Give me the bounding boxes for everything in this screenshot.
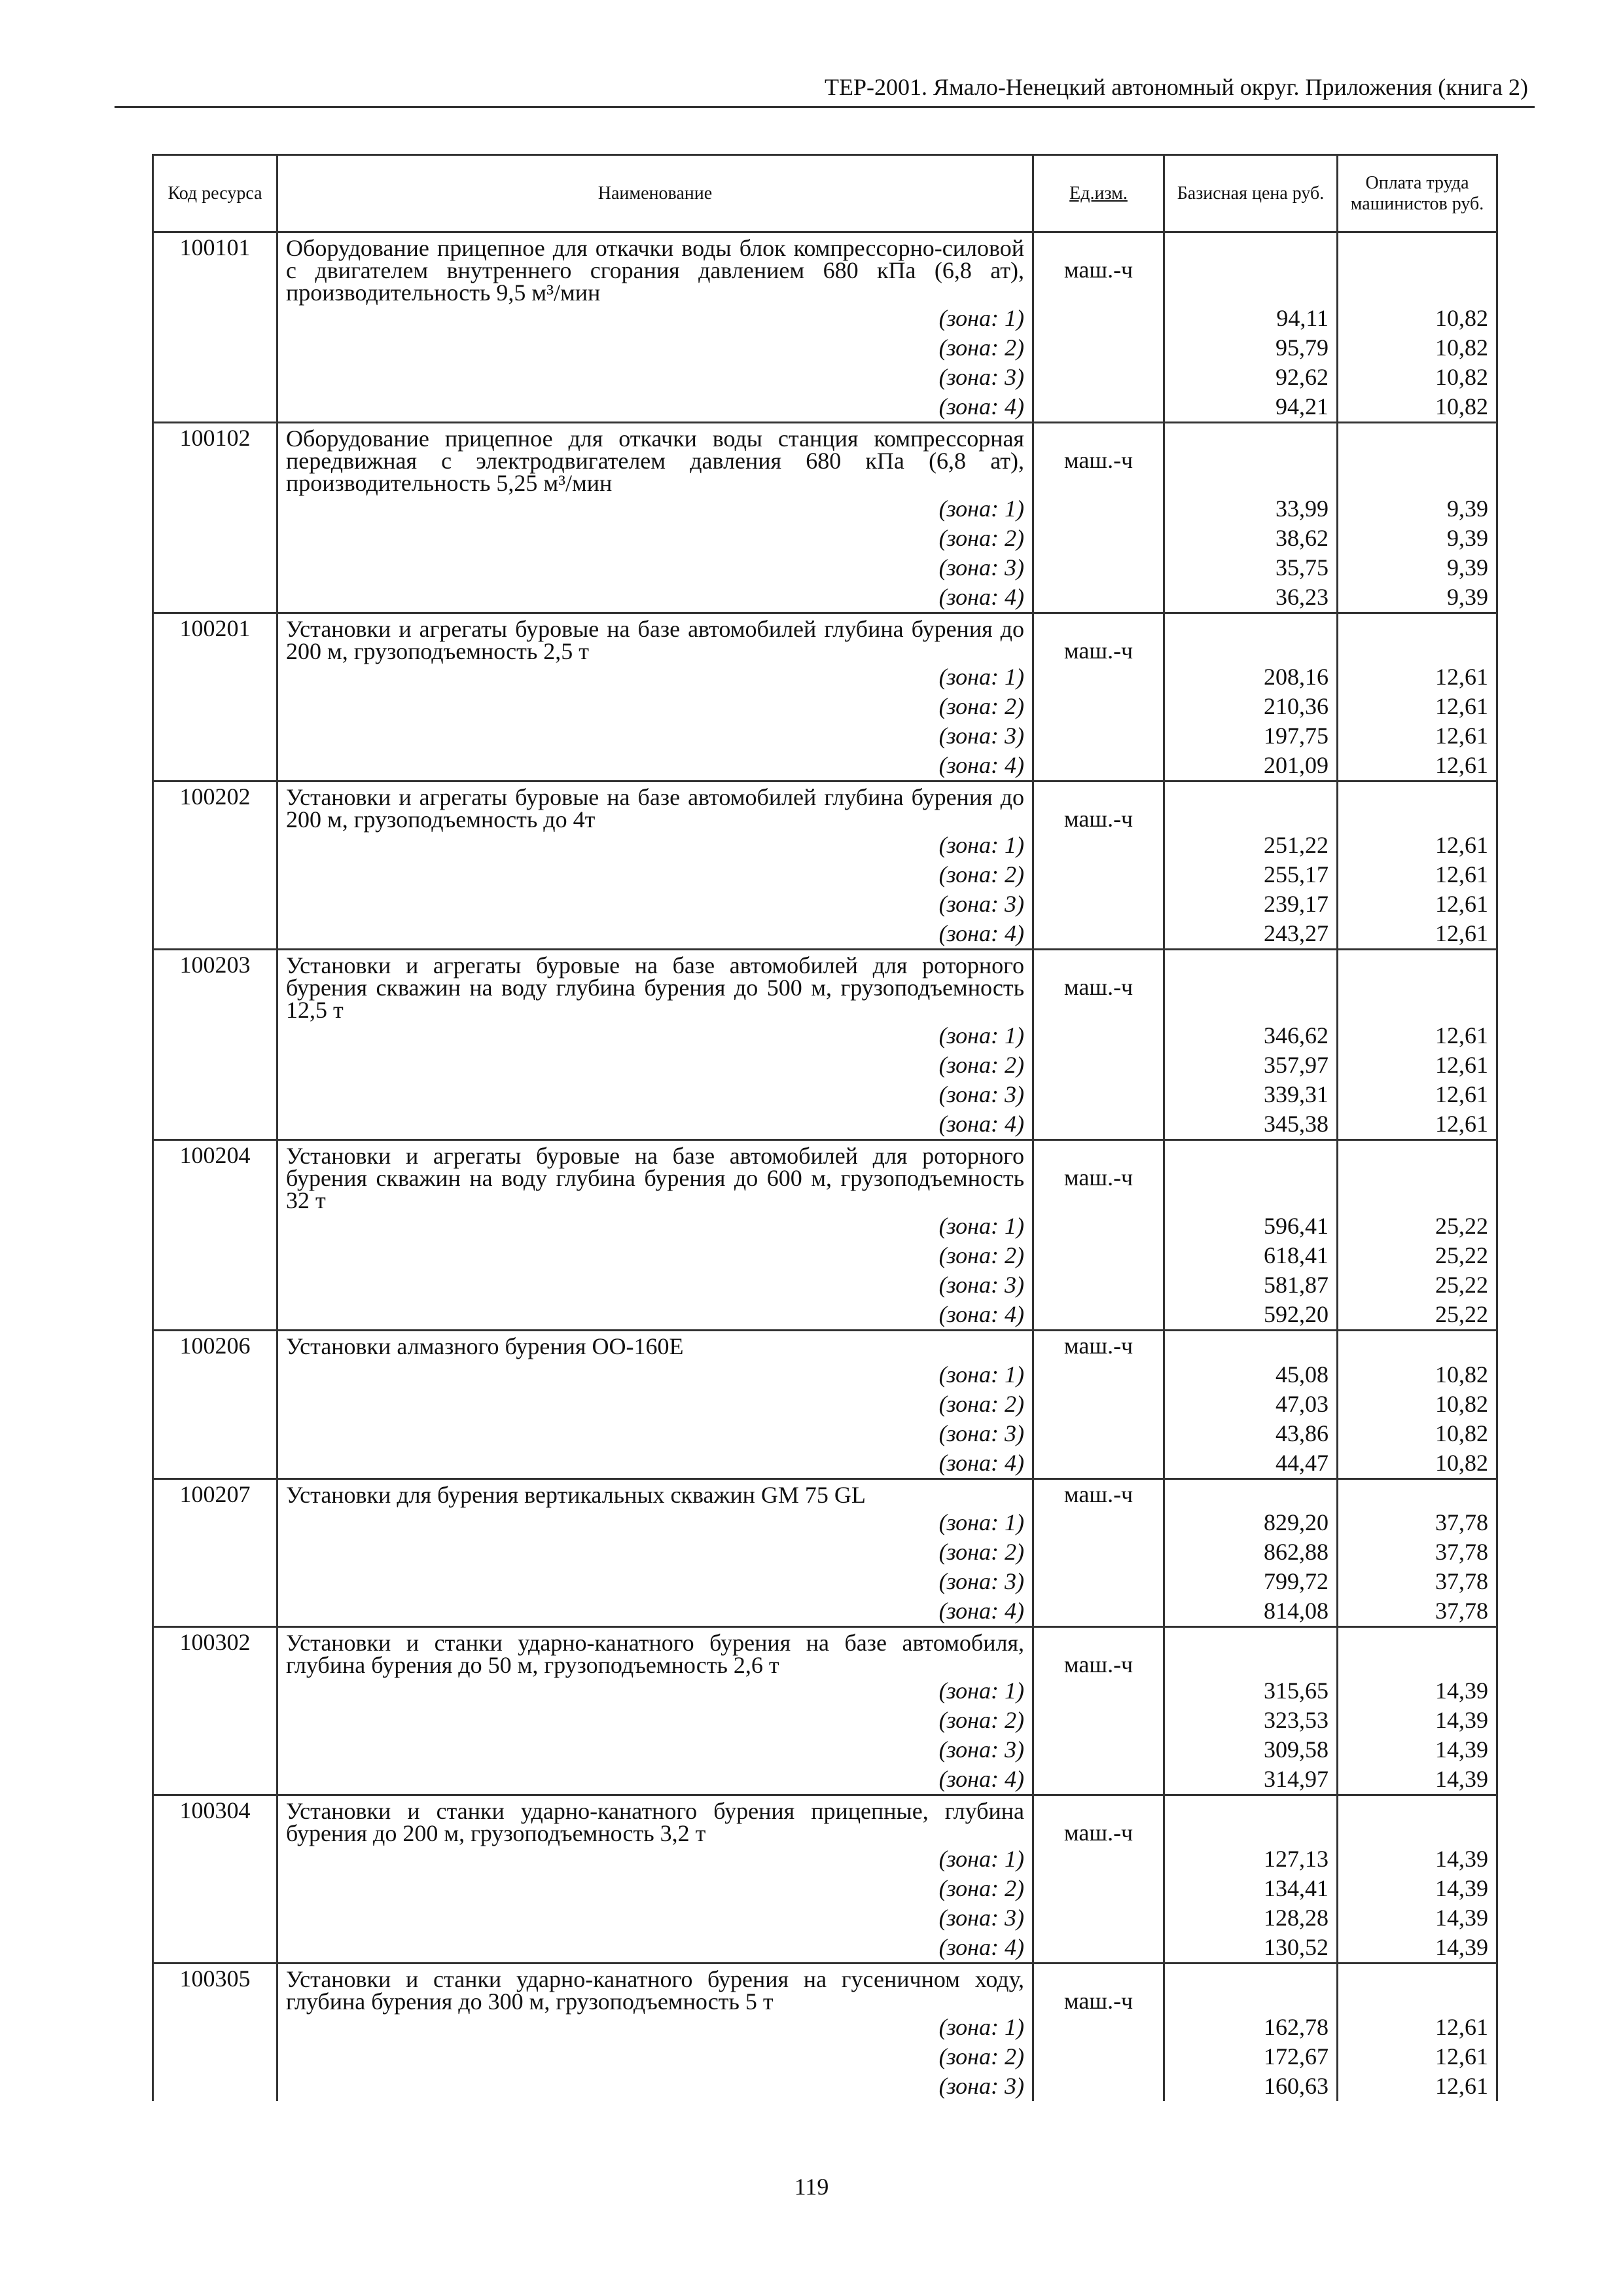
zone-unit-empty [1033,333,1164,363]
zone-unit-empty [1033,662,1164,692]
zone-label: (зона: 1) [277,831,1033,860]
zone-price: 618,41 [1164,1241,1338,1270]
zone-row [153,831,1497,860]
resource-code: 100101 [153,232,277,423]
zone-label: (зона: 2) [277,333,1033,363]
zone-label: (зона: 4) [277,919,1033,950]
zone-price: 127,13 [1164,1844,1338,1874]
resource-unit: маш.-ч [1033,1479,1164,1508]
zone-unit-empty [1033,1567,1164,1596]
zone-labor: 37,78 [1338,1537,1497,1567]
zone-labor: 14,39 [1338,1735,1497,1765]
zone-price: 43,86 [1164,1419,1338,1448]
resource-code: 100304 [153,1795,277,1964]
zone-row [153,1903,1497,1933]
zone-row [153,751,1497,781]
zone-labor: 12,61 [1338,692,1497,721]
zone-price: 134,41 [1164,1874,1338,1903]
zone-row [153,1567,1497,1596]
zone-price: 33,99 [1164,494,1338,524]
zone-row [153,1109,1497,1140]
zone-row [153,333,1497,363]
zone-row [153,1390,1497,1419]
zone-label: (зона: 3) [277,1080,1033,1109]
zone-labor: 12,61 [1338,2042,1497,2072]
resource-name: Оборудование прицепное для откачки воды станция компрессорная передвижная с электродвигателем давления 680 кПа (6,8 ат), производительность 5,25 м³/мин [277,423,1033,495]
labor-cell [1338,613,1497,663]
zone-labor: 14,39 [1338,1765,1497,1795]
resource-name: Установки и агрегаты буровые на базе автомобилей глубина бурения до 200 м, грузоподъемность до 4т [277,781,1033,831]
zone-labor: 25,22 [1338,1300,1497,1331]
zone-unit-empty [1033,1080,1164,1109]
zone-label: (зона: 2) [277,2042,1033,2072]
labor-cell [1338,1331,1497,1360]
price-cell [1164,613,1338,663]
resource-row [153,423,1497,495]
zone-labor: 9,39 [1338,524,1497,553]
zone-unit-empty [1033,1021,1164,1050]
resource-name: Установки и агрегаты буровые на базе автомобилей для роторного бурения скважин на воду глубина бурения до 600 м, грузоподъемность 32 т [277,1140,1033,1212]
zone-unit-empty [1033,524,1164,553]
zone-row [153,692,1497,721]
zone-unit-empty [1033,1508,1164,1537]
zone-unit-empty [1033,1537,1164,1567]
resource-name: Установки алмазного бурения ОО-160Е [277,1331,1033,1360]
resource-row [153,781,1497,831]
zone-label: (зона: 3) [277,1903,1033,1933]
zone-row [153,1508,1497,1537]
col-header-name: Наименование [277,155,1033,232]
zone-row [153,1735,1497,1765]
resource-unit: маш.-ч [1033,1140,1164,1212]
zone-unit-empty [1033,1735,1164,1765]
zone-row [153,1874,1497,1903]
zone-row [153,1676,1497,1706]
zone-row [153,1300,1497,1331]
zone-unit-empty [1033,1270,1164,1300]
labor-cell [1338,232,1497,304]
zone-price: 35,75 [1164,553,1338,583]
zone-row [153,1933,1497,1964]
zone-unit-empty [1033,392,1164,423]
zone-unit-empty [1033,692,1164,721]
zone-price: 44,47 [1164,1448,1338,1479]
zone-labor: 12,61 [1338,662,1497,692]
resource-unit: маш.-ч [1033,232,1164,304]
zone-labor: 37,78 [1338,1508,1497,1537]
resource-name: Установки и станки ударно-канатного бурения на гусеничном ходу, глубина бурения до 300 м, грузоподъемность 5 т [277,1964,1033,2013]
zone-unit-empty [1033,1050,1164,1080]
zone-price: 581,87 [1164,1270,1338,1300]
zone-labor: 12,61 [1338,751,1497,781]
zone-unit-empty [1033,721,1164,751]
zone-unit-empty [1033,363,1164,392]
zone-labor: 12,61 [1338,2013,1497,2042]
zone-price: 357,97 [1164,1050,1338,1080]
zone-row [153,919,1497,950]
zone-unit-empty [1033,919,1164,950]
zone-price: 92,62 [1164,363,1338,392]
zone-labor: 12,61 [1338,1021,1497,1050]
zone-labor: 12,61 [1338,889,1497,919]
resource-code: 100305 [153,1964,277,2102]
zone-labor: 25,22 [1338,1211,1497,1241]
resource-unit: маш.-ч [1033,1627,1164,1677]
zone-price: 210,36 [1164,692,1338,721]
zone-unit-empty [1033,860,1164,889]
resource-unit: маш.-ч [1033,950,1164,1022]
zone-price: 208,16 [1164,662,1338,692]
zone-labor: 10,82 [1338,1448,1497,1479]
zone-unit-empty [1033,831,1164,860]
zone-price: 201,09 [1164,751,1338,781]
zone-unit-empty [1033,2013,1164,2042]
resource-name: Оборудование прицепное для откачки воды блок компрессорно-силовой с двигателем внутреннего сгорания давлением 680 кПа (6,8 ат), производительность 9,5 м³/мин [277,232,1033,304]
zone-label: (зона: 3) [277,363,1033,392]
zone-labor: 25,22 [1338,1270,1497,1300]
price-cell [1164,232,1338,304]
zone-labor: 14,39 [1338,1874,1497,1903]
resource-code: 100203 [153,950,277,1140]
zone-unit-empty [1033,1211,1164,1241]
zone-price: 45,08 [1164,1360,1338,1390]
zone-price: 339,31 [1164,1080,1338,1109]
resource-code: 100201 [153,613,277,781]
zone-row [153,363,1497,392]
zone-labor: 14,39 [1338,1706,1497,1735]
zone-row [153,1021,1497,1050]
zone-row [153,1537,1497,1567]
zone-price: 346,62 [1164,1021,1338,1050]
zone-row [153,583,1497,613]
zone-label: (зона: 2) [277,692,1033,721]
zone-label: (зона: 4) [277,751,1033,781]
zone-unit-empty [1033,494,1164,524]
price-cell [1164,1140,1338,1212]
zone-labor: 10,82 [1338,392,1497,423]
zone-row [153,1360,1497,1390]
resource-code: 100207 [153,1479,277,1627]
resource-row [153,1964,1497,2013]
zone-labor: 14,39 [1338,1676,1497,1706]
resource-code: 100102 [153,423,277,613]
zone-labor: 14,39 [1338,1933,1497,1964]
zone-label: (зона: 1) [277,1360,1033,1390]
zone-row [153,889,1497,919]
zone-label: (зона: 4) [277,1300,1033,1331]
zone-label: (зона: 3) [277,2072,1033,2101]
resource-code: 100204 [153,1140,277,1331]
zone-row [153,1241,1497,1270]
resource-name: Установки и станки ударно-канатного бурения на базе автомобиля, глубина бурения до 50 м, грузоподъемность 2,6 т [277,1627,1033,1677]
price-cell [1164,1964,1338,2013]
zone-labor: 9,39 [1338,494,1497,524]
resource-name: Установки для бурения вертикальных скважин GM 75 GL [277,1479,1033,1508]
zone-label: (зона: 2) [277,1050,1033,1080]
zone-price: 862,88 [1164,1537,1338,1567]
resource-code: 100206 [153,1331,277,1479]
zone-label: (зона: 1) [277,1211,1033,1241]
zone-label: (зона: 1) [277,1021,1033,1050]
zone-row [153,392,1497,423]
resource-unit: маш.-ч [1033,1964,1164,2013]
zone-price: 128,28 [1164,1903,1338,1933]
resource-row [153,1479,1497,1508]
zone-unit-empty [1033,1874,1164,1903]
zone-row [153,1050,1497,1080]
zone-unit-empty [1033,1706,1164,1735]
resource-table [152,154,1498,2101]
zone-label: (зона: 4) [277,583,1033,613]
zone-row [153,2013,1497,2042]
resource-row [153,1627,1497,1677]
zone-label: (зона: 4) [277,1596,1033,1627]
resource-name: Установки и агрегаты буровые на базе автомобилей глубина бурения до 200 м, грузоподъемность 2,5 т [277,613,1033,663]
zone-row [153,553,1497,583]
zone-unit-empty [1033,1596,1164,1627]
zone-label: (зона: 2) [277,1706,1033,1735]
zone-unit-empty [1033,2072,1164,2101]
zone-label: (зона: 4) [277,1933,1033,1964]
zone-row [153,1211,1497,1241]
resource-row [153,1140,1497,1212]
zone-price: 323,53 [1164,1706,1338,1735]
zone-label: (зона: 3) [277,721,1033,751]
zone-row [153,860,1497,889]
zone-price: 829,20 [1164,1508,1338,1537]
zone-label: (зона: 2) [277,1241,1033,1270]
zone-label: (зона: 3) [277,1567,1033,1596]
zone-labor: 10,82 [1338,363,1497,392]
zone-labor: 10,82 [1338,1360,1497,1390]
zone-labor: 10,82 [1338,1390,1497,1419]
zone-price: 162,78 [1164,2013,1338,2042]
zone-price: 814,08 [1164,1596,1338,1627]
zone-label: (зона: 2) [277,1390,1033,1419]
zone-price: 160,63 [1164,2072,1338,2101]
resource-unit: маш.-ч [1033,1331,1164,1360]
zone-row [153,1270,1497,1300]
zone-unit-empty [1033,751,1164,781]
zone-price: 255,17 [1164,860,1338,889]
table-body [153,232,1497,2102]
document-title: ТЕР-2001. Ямало-Ненецкий автономный округ. Приложения (книга 2) [825,74,1528,100]
zone-price: 38,62 [1164,524,1338,553]
zone-price: 314,97 [1164,1765,1338,1795]
zone-unit-empty [1033,304,1164,333]
resource-unit: маш.-ч [1033,781,1164,831]
zone-label: (зона: 2) [277,860,1033,889]
zone-labor: 10,82 [1338,304,1497,333]
zone-labor: 14,39 [1338,1903,1497,1933]
resource-code: 100202 [153,781,277,950]
resource-row [153,613,1497,663]
zone-label: (зона: 1) [277,1676,1033,1706]
zone-label: (зона: 1) [277,494,1033,524]
zone-price: 47,03 [1164,1390,1338,1419]
zone-row [153,524,1497,553]
zone-label: (зона: 3) [277,553,1033,583]
zone-unit-empty [1033,1676,1164,1706]
zone-price: 172,67 [1164,2042,1338,2072]
zone-unit-empty [1033,889,1164,919]
zone-label: (зона: 4) [277,1765,1033,1795]
zone-unit-empty [1033,2042,1164,2072]
zone-row [153,494,1497,524]
zone-unit-empty [1033,1933,1164,1964]
resource-unit: маш.-ч [1033,1795,1164,1845]
zone-price: 94,11 [1164,304,1338,333]
zone-label: (зона: 1) [277,2013,1033,2042]
labor-cell [1338,1627,1497,1677]
zone-row [153,1706,1497,1735]
zone-row [153,1765,1497,1795]
zone-labor: 12,61 [1338,721,1497,751]
zone-unit-empty [1033,1109,1164,1140]
resource-row [153,1795,1497,1845]
resource-name: Установки и станки ударно-канатного бурения прицепные, глубина бурения до 200 м, грузоподъемность 3,2 т [277,1795,1033,1845]
zone-row [153,1448,1497,1479]
zone-price: 309,58 [1164,1735,1338,1765]
zone-unit-empty [1033,1241,1164,1270]
labor-cell [1338,781,1497,831]
zone-label: (зона: 1) [277,304,1033,333]
zone-label: (зона: 1) [277,1508,1033,1537]
zone-price: 799,72 [1164,1567,1338,1596]
zone-label: (зона: 2) [277,1874,1033,1903]
running-header [115,73,1535,108]
zone-unit-empty [1033,553,1164,583]
zone-price: 130,52 [1164,1933,1338,1964]
zone-label: (зона: 3) [277,1735,1033,1765]
zone-labor: 37,78 [1338,1567,1497,1596]
zone-unit-empty [1033,1360,1164,1390]
zone-label: (зона: 3) [277,1270,1033,1300]
zone-row [153,721,1497,751]
zone-row [153,1844,1497,1874]
zone-labor: 10,82 [1338,1419,1497,1448]
zone-price: 197,75 [1164,721,1338,751]
table-header-row [153,155,1497,232]
zone-labor: 12,61 [1338,2072,1497,2101]
zone-labor: 12,61 [1338,919,1497,950]
zone-row [153,1080,1497,1109]
price-cell [1164,423,1338,495]
zone-price: 36,23 [1164,583,1338,613]
resource-row [153,950,1497,1022]
labor-cell [1338,1479,1497,1508]
zone-labor: 10,82 [1338,333,1497,363]
zone-price: 315,65 [1164,1676,1338,1706]
zone-label: (зона: 1) [277,662,1033,692]
labor-cell [1338,1964,1497,2013]
zone-unit-empty [1033,1300,1164,1331]
zone-label: (зона: 4) [277,1109,1033,1140]
zone-row [153,2042,1497,2072]
price-cell [1164,1331,1338,1360]
zone-row [153,2072,1497,2101]
zone-row [153,1419,1497,1448]
resource-code: 100302 [153,1627,277,1795]
price-cell [1164,950,1338,1022]
zone-unit-empty [1033,1448,1164,1479]
zone-label: (зона: 4) [277,392,1033,423]
zone-unit-empty [1033,1844,1164,1874]
zone-labor: 12,61 [1338,1050,1497,1080]
zone-label: (зона: 4) [277,1448,1033,1479]
labor-cell [1338,423,1497,495]
price-cell [1164,781,1338,831]
col-header-price: Базисная цена руб. [1164,155,1338,232]
zone-row [153,1596,1497,1627]
labor-cell [1338,950,1497,1022]
zone-row [153,304,1497,333]
zone-labor: 12,61 [1338,831,1497,860]
zone-label: (зона: 2) [277,524,1033,553]
zone-unit-empty [1033,1419,1164,1448]
zone-label: (зона: 3) [277,889,1033,919]
resource-row [153,232,1497,304]
labor-cell [1338,1795,1497,1845]
zone-labor: 25,22 [1338,1241,1497,1270]
zone-labor: 14,39 [1338,1844,1497,1874]
zone-labor: 12,61 [1338,860,1497,889]
col-header-labor: Оплата труда машинистов руб. [1338,155,1497,232]
zone-labor: 9,39 [1338,583,1497,613]
price-cell [1164,1479,1338,1508]
zone-price: 596,41 [1164,1211,1338,1241]
zone-labor: 12,61 [1338,1080,1497,1109]
zone-labor: 9,39 [1338,553,1497,583]
zone-price: 251,22 [1164,831,1338,860]
resource-name: Установки и агрегаты буровые на базе автомобилей для роторного бурения скважин на воду глубина бурения до 500 м, грузоподъемность 12,5 т [277,950,1033,1022]
resource-row [153,1331,1497,1360]
col-header-code: Код ресурса [153,155,277,232]
labor-cell [1338,1140,1497,1212]
zone-price: 592,20 [1164,1300,1338,1331]
zone-price: 239,17 [1164,889,1338,919]
zone-unit-empty [1033,583,1164,613]
price-cell [1164,1795,1338,1845]
zone-price: 94,21 [1164,392,1338,423]
zone-price: 243,27 [1164,919,1338,950]
zone-unit-empty [1033,1390,1164,1419]
zone-row [153,662,1497,692]
zone-labor: 12,61 [1338,1109,1497,1140]
zone-unit-empty [1033,1765,1164,1795]
zone-label: (зона: 2) [277,1537,1033,1567]
zone-price: 345,38 [1164,1109,1338,1140]
zone-price: 95,79 [1164,333,1338,363]
zone-label: (зона: 1) [277,1844,1033,1874]
price-cell [1164,1627,1338,1677]
zone-unit-empty [1033,1903,1164,1933]
resource-unit: маш.-ч [1033,423,1164,495]
zone-label: (зона: 3) [277,1419,1033,1448]
resource-unit: маш.-ч [1033,613,1164,663]
col-header-unit: Ед.изм. [1033,155,1164,232]
page-number: 119 [794,2174,829,2200]
zone-labor: 37,78 [1338,1596,1497,1627]
